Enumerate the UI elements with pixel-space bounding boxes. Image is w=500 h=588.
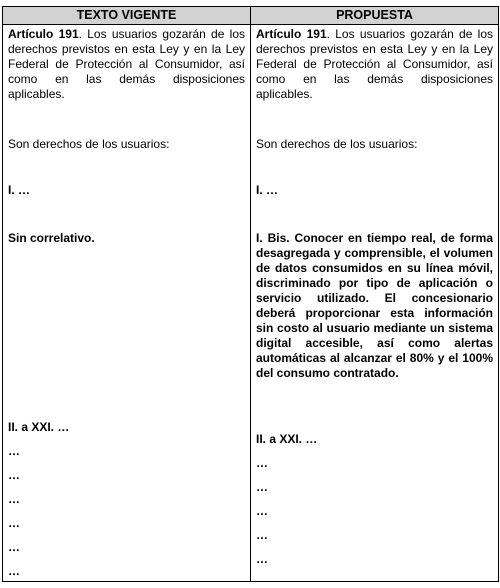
current-article-text: . Los usuarios gozarán de los derechos previstos en esta Ley y en la Ley Federal de Protección al Consumidor, así como en las demás disposiciones aplicables. [8, 27, 245, 101]
current-text-column [3, 25, 251, 582]
ellipsis-item: … [8, 540, 20, 554]
current-fraction-i: I. … [8, 183, 31, 197]
ellipsis-item: … [256, 504, 268, 518]
proposal-fraction-i-bis: I. Bis. Conocer en tiempo real, de forma desagregada y comprensible, el volumen de datos consumidos en su línea móvil, discriminado por tipo de aplicación o servicio utilizado. El concesionario deberá proporcionar esta información sin costo al usuario mediante un sistema digital accesible, así como alertas automáticas al alcanzar el 80% y el 100% del consumo contratado. [256, 231, 493, 380]
current-rights-intro: Son derechos de los usuarios: [8, 137, 170, 151]
current-fraction-range: II. a XXI. … [8, 420, 70, 434]
ellipsis-item: … [8, 564, 20, 578]
proposal-rights-intro: Son derechos de los usuarios: [256, 137, 418, 151]
proposal-ellipsis-list [256, 456, 493, 576]
header-current-text: TEXTO VIGENTE [3, 7, 251, 25]
ellipsis-item: … [256, 552, 268, 566]
current-ellipsis-list [8, 444, 245, 588]
ellipsis-item: … [8, 516, 20, 530]
comparison-table [2, 6, 499, 582]
current-article-label: Artículo 191 [8, 27, 79, 41]
ellipsis-item: … [8, 492, 20, 506]
header-row [3, 7, 499, 25]
proposal-article-text: . Los usuarios gozarán de los derechos previstos en esta Ley y en la Ley Federal de Protección al Consumidor, así como en las demás disposiciones aplicables. [256, 27, 493, 101]
body-row [3, 25, 499, 582]
header-proposal: PROPUESTA [251, 7, 499, 25]
proposal-article-label: Artículo 191 [256, 27, 327, 41]
proposal-column [251, 25, 499, 582]
current-article-paragraph [8, 27, 245, 102]
current-no-correlative: Sin correlativo. [8, 231, 95, 245]
proposal-fraction-i: I. … [256, 183, 279, 197]
ellipsis-item: … [8, 444, 20, 458]
ellipsis-item: … [256, 528, 268, 542]
proposal-fraction-range: II. a XXI. … [256, 432, 318, 446]
ellipsis-item: … [256, 456, 268, 470]
proposal-article-paragraph [256, 27, 493, 102]
ellipsis-item: … [8, 468, 20, 482]
ellipsis-item: … [256, 480, 268, 494]
